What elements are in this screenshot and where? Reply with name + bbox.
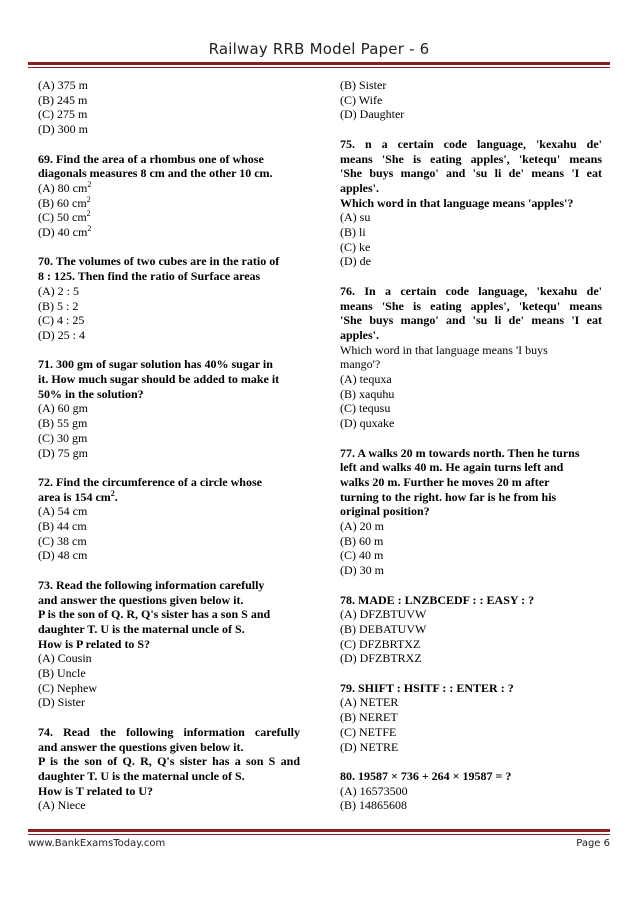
option-line: (D) 300 m — [38, 122, 88, 137]
option-line: (C) Nephew — [38, 680, 97, 695]
question-text-line: How is T related to U? — [38, 783, 154, 798]
option-line: (D) quxake — [340, 416, 395, 431]
question-text-line: 'She buys mango' and 'su li de' means 'I eat — [340, 313, 602, 328]
option-line: (B) Sister — [340, 78, 387, 92]
superscript: 2 — [86, 194, 91, 204]
option-line: (A) 2 : 5 — [38, 283, 79, 298]
superscript: 2 — [87, 179, 92, 189]
question-text-line: and answer the questions given below it. — [38, 739, 244, 754]
question-74 — [38, 725, 300, 813]
option-line: (D) 30 m — [340, 563, 384, 578]
question-80 — [340, 769, 602, 813]
question-text-line: mango'? — [340, 357, 381, 372]
question-text-line: How is P related to S? — [38, 636, 151, 651]
option-line: (A) 375 m — [38, 78, 88, 92]
question-text-line: turning to the right. how far is he from his — [340, 489, 557, 504]
question-text-line: 69. Find the area of a rhombus one of whose — [38, 151, 264, 166]
option-line: (C) 275 m — [38, 107, 88, 122]
option-line: (A) NETER — [340, 695, 399, 710]
question-text-line: 74. Read the following information carefully — [38, 724, 300, 739]
question-text-line: daughter T. U is the maternal uncle of S. — [38, 621, 245, 636]
header-rule-thin — [28, 67, 610, 68]
question-text-line: 70. The volumes of two cubes are in the ratio of — [38, 254, 280, 269]
option-line: (A) tequxa — [340, 372, 392, 387]
question-text-line: Which word in that language means 'I buys — [340, 342, 548, 357]
question-text-line: walks 20 m. Further he moves 20 m after — [340, 474, 550, 489]
header-rule-thick — [28, 62, 610, 65]
prev-question-options — [340, 78, 602, 122]
option-line: (D) 75 gm — [38, 445, 88, 460]
question-75 — [340, 137, 602, 269]
superscript: 2 — [87, 224, 92, 234]
option-line: (C) Wife — [340, 92, 383, 107]
option-line: (B) 5 : 2 — [38, 298, 79, 313]
option-line: (B) li — [340, 225, 366, 240]
footer-website: www.BankExamsToday.com — [28, 838, 166, 849]
question-text-line: Which word in that language means 'apples'? — [340, 195, 574, 210]
option-line: (C) 40 m — [340, 548, 384, 563]
question-text-line: apples'. — [340, 180, 380, 195]
question-76 — [340, 284, 602, 431]
option-line: (B) Uncle — [38, 666, 86, 681]
option-line: (C) 4 : 25 — [38, 313, 85, 328]
option-line: (D) 40 $cm^2$ — [38, 224, 92, 240]
question-text-line: original position? — [340, 504, 430, 519]
question-text-line: 50% in the solution? — [38, 386, 144, 401]
question-text-line: apples'. — [340, 327, 380, 342]
option-line: (A) 16573500 — [340, 783, 408, 798]
question-text-line: P is the son of Q. R, Q's sister has a son S and — [38, 754, 300, 769]
option-line: (B) 44 cm — [38, 519, 87, 534]
question-71 — [38, 357, 300, 460]
question-text-line: diagonals measures 8 cm and the other 10 cm. — [38, 166, 273, 181]
question-text-line: left and walks 40 m. He again turns left and — [340, 460, 564, 475]
question-text-line: 78. MADE : LNZBCEDF : : EASY : ? — [340, 592, 535, 607]
question-77 — [340, 446, 602, 578]
option-line: (A) Cousin — [38, 651, 92, 666]
option-line: (D) 25 : 4 — [38, 327, 85, 342]
option-line: (B) 55 gm — [38, 416, 88, 431]
footer-rule-thin — [28, 834, 610, 835]
question-72 — [38, 475, 300, 563]
question-text-line: 79. SHIFT : HSITF : : ENTER : ? — [340, 680, 514, 695]
option-line: (C) tequsu — [340, 401, 391, 416]
question-text-line: P is the son of Q. R, Q's sister has a son S and — [38, 607, 271, 622]
question-69 — [38, 152, 300, 240]
option-line: (A) su — [340, 210, 371, 225]
option-line: (C) DFZBRTXZ — [340, 636, 421, 651]
question-text-line: 76. In a certain code language, 'kexahu de' — [340, 283, 602, 298]
option-line: (D) 48 cm — [38, 548, 88, 563]
question-text-line: 75. n a certain code language, 'kexahu de' — [340, 136, 602, 151]
left-column — [38, 78, 300, 813]
question-text-line: it. How much sugar should be added to make it — [38, 372, 280, 387]
question-text-line: 71. 300 gm of sugar solution has 40% sugar in — [38, 357, 273, 372]
option-line: (C) NETFE — [340, 724, 397, 739]
question-text-line: 'She buys mango' and 'su li de' means 'I eat — [340, 166, 602, 181]
footer-page-number: Page 6 — [576, 838, 610, 849]
option-line: (B) 14865608 — [340, 798, 407, 813]
question-73 — [38, 578, 300, 710]
option-line: (A) 54 cm — [38, 504, 88, 519]
option-line: (D) de — [340, 254, 371, 269]
option-line: (B) 245 m — [38, 92, 88, 107]
superscript: 2 — [86, 209, 91, 219]
option-line: (A) 80 $cm^2$ — [38, 179, 92, 195]
question-text-line: means 'She is eating apples', 'ketequ' means — [340, 151, 602, 166]
option-line: (D) NETRE — [340, 739, 399, 754]
question-text-line: 73. Read the following information carefully — [38, 577, 265, 592]
option-line: (A) Niece — [38, 798, 86, 813]
question-78 — [340, 593, 602, 667]
question-text-line: 72. Find the circumference of a circle whose — [38, 474, 262, 489]
prev-question-options — [38, 78, 300, 137]
page-header-title: Railway RRB Model Paper - 6 — [208, 40, 430, 58]
option-line: (A) DFZBTUVW — [340, 607, 427, 622]
question-text-line: 80. 19587 × 736 + 264 × 19587 = ? — [340, 768, 512, 783]
option-line: (D) Sister — [38, 695, 85, 710]
superscript: 2 — [110, 488, 115, 498]
option-line: (D) Daughter — [340, 107, 405, 122]
question-text-line: 77. A walks 20 m towards north. Then he turns — [340, 445, 580, 460]
option-line: (C) ke — [340, 239, 371, 254]
right-column — [340, 78, 602, 813]
question-70 — [38, 254, 300, 342]
question-text-line: and answer the questions given below it. — [38, 592, 244, 607]
option-line: (B) NERET — [340, 710, 398, 725]
option-line: (B) DEBATUVW — [340, 621, 427, 636]
footer-rule-thick — [28, 829, 610, 832]
question-text-line: means 'She is eating apples', 'ketequ' means — [340, 298, 602, 313]
question-text-line: area is 154 $cm^2$. — [38, 488, 118, 504]
option-line: (D) DFZBTRXZ — [340, 651, 422, 666]
option-line: (C) 50 $cm^2$ — [38, 209, 91, 225]
option-line: (B) 60 $cm^2$ — [38, 194, 91, 210]
option-line: (B) xaquhu — [340, 386, 395, 401]
option-line: (C) 38 cm — [38, 533, 87, 548]
option-line: (A) 20 m — [340, 519, 384, 534]
question-text-line: 8 : 125. Then find the ratio of Surface areas — [38, 269, 261, 284]
question-text-line: daughter T. U is the maternal uncle of S. — [38, 768, 245, 783]
question-79 — [340, 681, 602, 755]
option-line: (B) 60 m — [340, 533, 384, 548]
option-line: (C) 30 gm — [38, 430, 88, 445]
option-line: (A) 60 gm — [38, 401, 88, 416]
